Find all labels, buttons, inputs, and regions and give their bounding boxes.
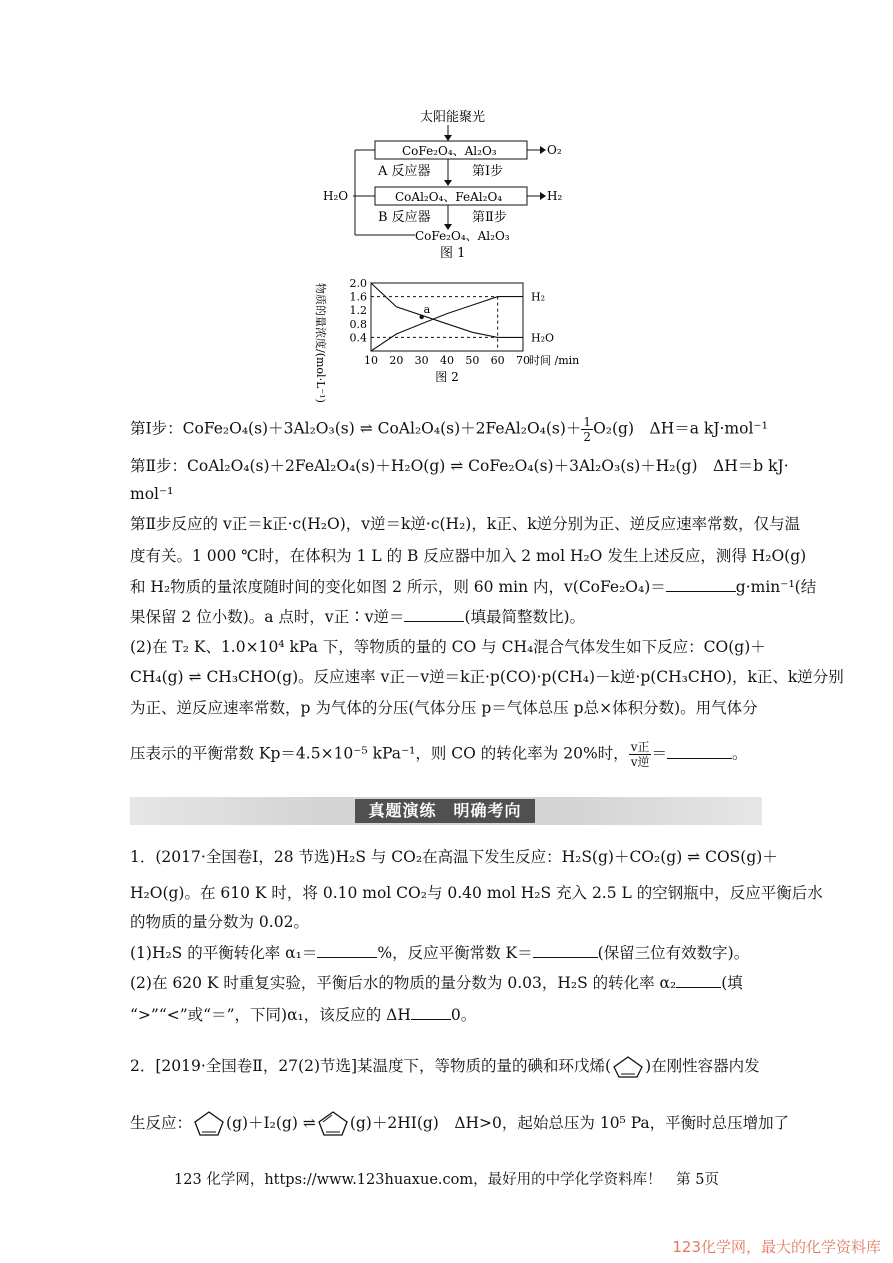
- y-tick-label: 0.8: [349, 317, 367, 331]
- fraction-denominator: 2: [583, 430, 592, 444]
- rate-ratio-numerator: v正: [630, 740, 650, 754]
- q1-line-2: H₂O(g)。在 610 K 时，将 0.10 mol CO₂与 0.40 mol H₂S 充入 2.5 L 的空钢瓶中，反应平衡后水: [130, 884, 823, 902]
- q1-line-4-text: (1)H₂S 的平衡转化率 α₁＝: [130, 944, 318, 962]
- series-label: H₂: [531, 290, 546, 304]
- cyclopentene-reactant-icon: [192, 1110, 226, 1138]
- answer-blank-dh[interactable]: [411, 1005, 451, 1020]
- figure-1-caption: 图 1: [440, 246, 466, 261]
- q1-line-5-text: (2)在 620 K 时重复实验，平衡后水的物质的量分数为 0.03，H₂S 的转化率 α₂: [130, 974, 677, 992]
- q2-line-1-end: )在刚性容器内发: [645, 1057, 760, 1075]
- page-footer: 123 化学网，https://www.123huaxue.com，最好用的中学化学资料库！ 第 5页: [174, 1172, 719, 1188]
- q2-line-2-mid: (g)＋I₂(g) ⇌: [226, 1114, 316, 1132]
- x-tick-label: 40: [440, 354, 454, 367]
- x-tick-label: 10: [364, 354, 378, 367]
- q1-line-6-end: 0。: [450, 1006, 477, 1024]
- y-axis-label: 物质的量浓度/(mol·L⁻¹): [314, 283, 327, 403]
- figure-1-diagram: [320, 105, 563, 265]
- watermark: 123化学网，最大的化学资料库: [672, 1238, 881, 1256]
- bottom-label: CoFe₂O₄、Al₂O₃: [415, 229, 510, 243]
- step1-equation-text: 第Ⅰ步：CoFe₂O₄(s)＋3Al₂O₃(s) ⇌ CoAl₂O₄(s)＋2FeAl₂O₄(s)＋: [130, 419, 582, 438]
- equals-sign: ＝: [651, 744, 667, 763]
- y-tick-label: 1.6: [349, 290, 367, 304]
- answer-blank-ratio-2[interactable]: [667, 744, 732, 759]
- paragraph-line-11: [130, 740, 748, 769]
- step2-label: 第Ⅱ步: [472, 210, 507, 225]
- reactor-a-label: A 反应器: [378, 164, 431, 179]
- answer-blank-k[interactable]: [533, 943, 598, 958]
- section-title: 真题演练 明确考向: [355, 799, 535, 823]
- figure-2-chart: [305, 275, 595, 403]
- point-a-label: a: [423, 303, 431, 316]
- box-mid-label: CoAl₂O₄、FeAl₂O₄: [395, 190, 503, 204]
- series-line: [371, 283, 523, 337]
- step1-equation-end: O₂(g) ΔH＝a kJ·mol⁻¹: [593, 419, 768, 438]
- paragraph-line-6: [130, 576, 816, 598]
- y-tick-label: 0.4: [349, 331, 367, 345]
- paragraph-line-4: 第Ⅱ步反应的 v正＝k正·c(H₂O)，v逆＝k逆·c(H₂)，k正、k逆分别为正、逆反应速率常数，仅与温: [130, 515, 801, 533]
- q1-line-5-end: (填: [721, 974, 743, 992]
- q1-line-3: 的物质的量分数为 0.02。: [130, 913, 309, 931]
- q1-line-4-end: (保留三位有效数字)。: [597, 944, 750, 962]
- answer-blank-ratio[interactable]: [404, 607, 464, 622]
- y-tick-label: 2.0: [349, 277, 367, 290]
- q1-line-4-mid: %，反应平衡常数 K＝: [377, 944, 533, 962]
- q2-line-2: [130, 1110, 789, 1138]
- plot-frame: [371, 283, 523, 351]
- q1-line-6: [130, 1004, 476, 1026]
- half-fraction: [581, 415, 593, 444]
- paragraph-line-10: 为正、逆反应速率常数，p 为气体的分压(气体分压 p＝气体总压 p总×体积分数)。用气体分: [130, 699, 758, 717]
- h2o-label: H₂O: [323, 189, 349, 203]
- rate-ratio-denominator: v逆: [630, 755, 650, 769]
- paragraph-line-8: (2)在 T₂ K、1.0×10⁴ kPa 下，等物质的量的 CO 与 CH₄混合气体发生如下反应：CO(g)＋: [130, 638, 766, 656]
- q2-line-2-text: 生反应：: [130, 1114, 193, 1132]
- y-tick-label: 1.2: [349, 304, 367, 318]
- step2-equation: 第Ⅱ步：CoAl₂O₄(s)＋2FeAl₂O₄(s)＋H₂O(g) ⇌ CoFe₂O₄(s)＋3Al₂O₃(s)＋H₂(g) ΔH＝b kJ·: [130, 457, 789, 475]
- x-tick-label: 70: [516, 354, 530, 367]
- paragraph-line-7: [130, 606, 585, 628]
- q1-line-1: 1．(2017·全国卷Ⅰ，28 节选)H₂S 与 CO₂在高温下发生反应：H₂S(g)＋CO₂(g) ⇌ COS(g)＋: [130, 848, 778, 866]
- paragraph-line-7-text: 果保留 2 位小数)。a 点时，v正∶v逆＝: [130, 608, 405, 626]
- paragraph-line-7-end: (填最简整数比)。: [464, 608, 586, 626]
- x-tick-label: 50: [465, 354, 480, 367]
- cyclopentene-icon: [611, 1055, 645, 1079]
- fraction-numerator: 1: [583, 415, 592, 429]
- answer-blank-rate[interactable]: [666, 577, 736, 592]
- q1-line-5: [130, 972, 743, 994]
- paragraph-line-6-end: g·min⁻¹(结: [735, 578, 817, 596]
- step2-unit: mol⁻¹: [130, 485, 174, 503]
- x-axis-label: 时间 /min: [529, 354, 580, 367]
- h2-label: H₂: [547, 189, 563, 203]
- paragraph-line-5: 度有关。1 000 ℃时，在体积为 1 L 的 B 反应器中加入 2 mol H₂O 发生上述反应，测得 H₂O(g): [130, 547, 807, 565]
- x-tick-label: 20: [389, 354, 404, 367]
- paragraph-line-11-text: 压表示的平衡常数 Kp＝4.5×10⁻⁵ kPa⁻¹，则 CO 的转化率为 20%时，: [130, 744, 629, 763]
- step1-equation: [130, 415, 768, 444]
- sun-label: 太阳能聚光: [420, 110, 486, 125]
- q2-line-2-end: (g)＋2HI(g) ΔH>0，起始总压为 10⁵ Pa，平衡时总压增加了: [349, 1114, 790, 1132]
- q2-line-1: [130, 1055, 760, 1079]
- figure-2-caption: 图 2: [435, 370, 459, 384]
- x-tick-label: 30: [414, 354, 429, 367]
- box-top-label: CoFe₂O₄、Al₂O₃: [402, 144, 497, 158]
- rate-ratio-fraction: [629, 740, 652, 769]
- answer-blank-alpha2[interactable]: [676, 973, 721, 988]
- q2-line-1-text: 2．[2019·全国卷Ⅱ，27(2)节选]某温度下，等物质的量的碘和环戊烯(: [130, 1057, 612, 1075]
- o2-label: O₂: [547, 143, 562, 157]
- paragraph-line-9: CH₄(g) ⇌ CH₃CHO(g)。反应速率 v正－v逆＝k正·p(CO)·p(CH₄)－k逆·p(CH₃CHO)，k正、k逆分别: [130, 668, 844, 686]
- q1-line-6-text: “>”“<”或“＝”，下同)α₁，该反应的 ΔH: [130, 1006, 411, 1024]
- x-tick-label: 60: [490, 354, 505, 367]
- answer-blank-alpha1[interactable]: [317, 943, 377, 958]
- series-label: H₂O: [531, 331, 555, 345]
- q1-line-4: [130, 942, 749, 964]
- cyclopentadiene-icon: [316, 1110, 350, 1138]
- paragraph-line-6-text: 和 H₂物质的量浓度随时间的变化如图 2 所示，则 60 min 内，v(CoFe₂O₄)＝: [130, 578, 666, 596]
- period: 。: [731, 744, 748, 763]
- step1-label: 第Ⅰ步: [472, 164, 504, 179]
- reactor-b-label: B 反应器: [378, 210, 431, 225]
